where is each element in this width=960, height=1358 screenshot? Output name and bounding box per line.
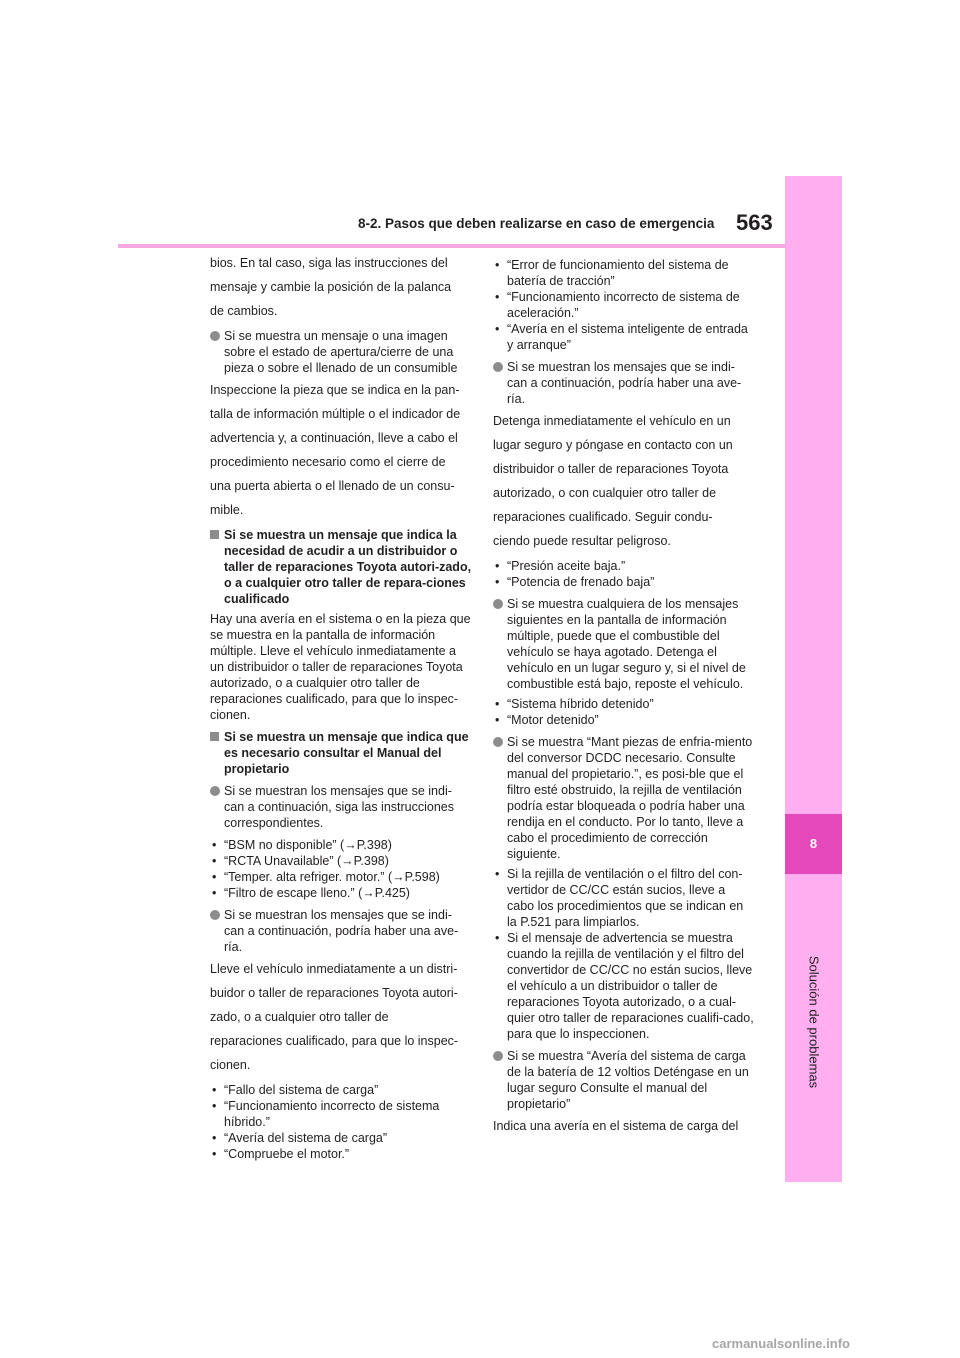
circle-bullet-icon [493, 599, 503, 609]
list-item: • “Error de funcionamiento del sistema de batería de tracción” [495, 258, 729, 288]
bullet-text: Si se muestran los mensajes que se indi-can a continuación, siga las instrucciones correspondientes. [224, 784, 454, 830]
heading-text: Si se muestra un mensaje que indica que es necesario consultar el Manual del propietario [224, 730, 469, 776]
chapter-title: Solución de problemas [806, 955, 822, 1089]
list-item: • “Avería en el sistema inteligente de entrada y arranque” [495, 322, 748, 352]
square-bullet-icon [210, 530, 219, 539]
paragraph: ciendo puede resultar peligroso. [493, 534, 671, 548]
list-item: • “Temper. alta refriger. motor.” (→P.598) [212, 870, 440, 884]
list-item: • “Funcionamiento incorrecto de sistema de aceleración.” [495, 290, 740, 320]
circle-bullet-item [210, 907, 472, 955]
paragraph: Hay una avería en el sistema o en la pieza que se muestra en la pantalla de información múltiple. Lleve el vehículo inmediatamente a un distribuidor o taller de reparaciones Toyota autorizado, o a cualquier otro taller de reparaciones cualificado, para que lo inspec-cionen. [210, 612, 471, 722]
list-item: • Si la rejilla de ventilación o el filtro del con-vertidor de CC/CC están sucios, lleve a cabo los procedimientos que se indican en la P.521 para limpiarlos. [495, 867, 744, 929]
heading-text: Si se muestra un mensaje que indica la necesidad de acudir a un distribuidor o taller de reparaciones Toyota autori-zado, o a cualquier otro taller de repara-ciones cualificado [224, 528, 472, 606]
list-item: • “Compruebe el motor.” [212, 1147, 350, 1161]
page-number: 563 [736, 210, 773, 235]
bullet-text: Si se muestra cualquiera de los mensajes siguientes en la pantalla de información múltiple, puede que el combustible del vehículo se haya agotado. Detenga el vehículo en un lugar seguro y, si el nivel de combustible está bajo, reposte el vehículo. [507, 597, 746, 691]
header-title: 8-2. Pasos que deben realizarse en caso de emergencia [358, 216, 715, 231]
circle-bullet-item [493, 596, 755, 692]
paragraph: talla de información múltiple o el indicador de [210, 407, 461, 421]
list-item: • “Potencia de frenado baja” [495, 575, 655, 589]
paragraph: Inspeccione la pieza que se indica en la pan- [210, 383, 460, 397]
list-item: • “Filtro de escape lleno.” (→P.425) [212, 886, 410, 900]
watermark: carmanualsonline.info [712, 1336, 850, 1351]
message-list [210, 837, 472, 901]
message-list [493, 696, 755, 728]
bullet-text: Si se muestra “Avería del sistema de carga de la batería de 12 voltios Deténgase en un lugar seguro Consulte el manual del propietario” [507, 1049, 749, 1111]
paragraph: procedimiento necesario como el cierre de [210, 455, 446, 469]
circle-bullet-icon [493, 362, 503, 372]
bullet-text: Si se muestra un mensaje o una imagen sobre el estado de apertura/cierre de una pieza o sobre el llenado de un consumible [224, 329, 458, 375]
right-column [493, 253, 755, 1140]
paragraph: distribuidor o taller de reparaciones Toyota [493, 462, 729, 476]
list-item: • “Motor detenido” [495, 713, 599, 727]
bullet-text: Si se muestra “Mant piezas de enfria-miento del conversor DCDC necesario. Consulte manual del propietario.”, es posi-ble que el filtro esté obstruido, la rejilla de ventilación podría estar bloqueada o podría haber una rendija en el conducto. Por lo tanto, lleve a cabo el procedimiento de corrección siguiente. [507, 735, 753, 861]
message-list [210, 1082, 472, 1162]
list-item: • “RCTA Unavailable” (→P.398) [212, 854, 389, 868]
circle-bullet-item [210, 328, 472, 376]
paragraph: mible. [210, 503, 244, 517]
paragraph: Lleve el vehículo inmediatamente a un distri- [210, 962, 458, 976]
list-item: • “Sistema híbrido detenido” [495, 697, 654, 711]
paragraph: zado, o a cualquier otro taller de [210, 1010, 389, 1024]
list-item: • “BSM no disponible” (→P.398) [212, 838, 392, 852]
list-item: • “Fallo del sistema de carga” [212, 1083, 379, 1097]
paragraph: cionen. [210, 1058, 251, 1072]
list-item: • “Presión aceite baja.” [495, 559, 626, 573]
paragraph: Indica una avería en el sistema de carga del [493, 1119, 739, 1133]
circle-bullet-icon [493, 1051, 503, 1061]
left-column [210, 253, 472, 1168]
circle-bullet-icon [493, 737, 503, 747]
circle-bullet-icon [210, 910, 220, 920]
chapter-number: 8 [809, 836, 818, 851]
paragraph: una puerta abierta o el llenado de un consu- [210, 479, 455, 493]
paragraph: de cambios. [210, 304, 278, 318]
section-heading [210, 729, 472, 777]
paragraph: buidor o taller de reparaciones Toyota autori- [210, 986, 458, 1000]
bullet-text: Si se muestran los mensajes que se indi-can a continuación, podría haber una ave-ría. [507, 360, 742, 406]
circle-bullet-icon [210, 786, 220, 796]
message-list [493, 558, 755, 590]
paragraph: lugar seguro y póngase en contacto con un [493, 438, 733, 452]
paragraph: mensaje y cambie la posición de la palanca [210, 280, 452, 294]
paragraph: bios. En tal caso, siga las instrucciones del [210, 256, 448, 270]
paragraph: advertencia y, a continuación, lleve a cabo el [210, 431, 458, 445]
paragraph: reparaciones cualificado. Seguir condu- [493, 510, 713, 524]
header-rule [118, 244, 786, 248]
list-item: • “Funcionamiento incorrecto de sistema híbrido.” [212, 1099, 440, 1129]
circle-bullet-icon [210, 331, 220, 341]
square-bullet-icon [210, 732, 219, 741]
paragraph: Detenga inmediatamente el vehículo en un [493, 414, 731, 428]
circle-bullet-item [493, 734, 755, 862]
list-item: • “Avería del sistema de carga” [212, 1131, 388, 1145]
circle-bullet-item [493, 1048, 755, 1112]
paragraph: autorizado, o con cualquier otro taller de [493, 486, 717, 500]
bullet-text: Si se muestran los mensajes que se indi-can a continuación, podría haber una ave-ría. [224, 908, 459, 954]
circle-bullet-item [493, 359, 755, 407]
message-list [493, 257, 755, 353]
section-heading [210, 527, 472, 607]
circle-bullet-item [210, 783, 472, 831]
list-item: • Si el mensaje de advertencia se muestra cuando la rejilla de ventilación y el filtro del convertidor de CC/CC no están sucios, lleve el vehículo a un distribuidor o taller de reparaciones Toyota autorizado, o a cual-quier otro taller de reparaciones cualifi-cado, para que lo inspeccionen. [495, 931, 754, 1041]
procedure-list [493, 866, 755, 1042]
paragraph: reparaciones cualificado, para que lo inspec- [210, 1034, 459, 1048]
